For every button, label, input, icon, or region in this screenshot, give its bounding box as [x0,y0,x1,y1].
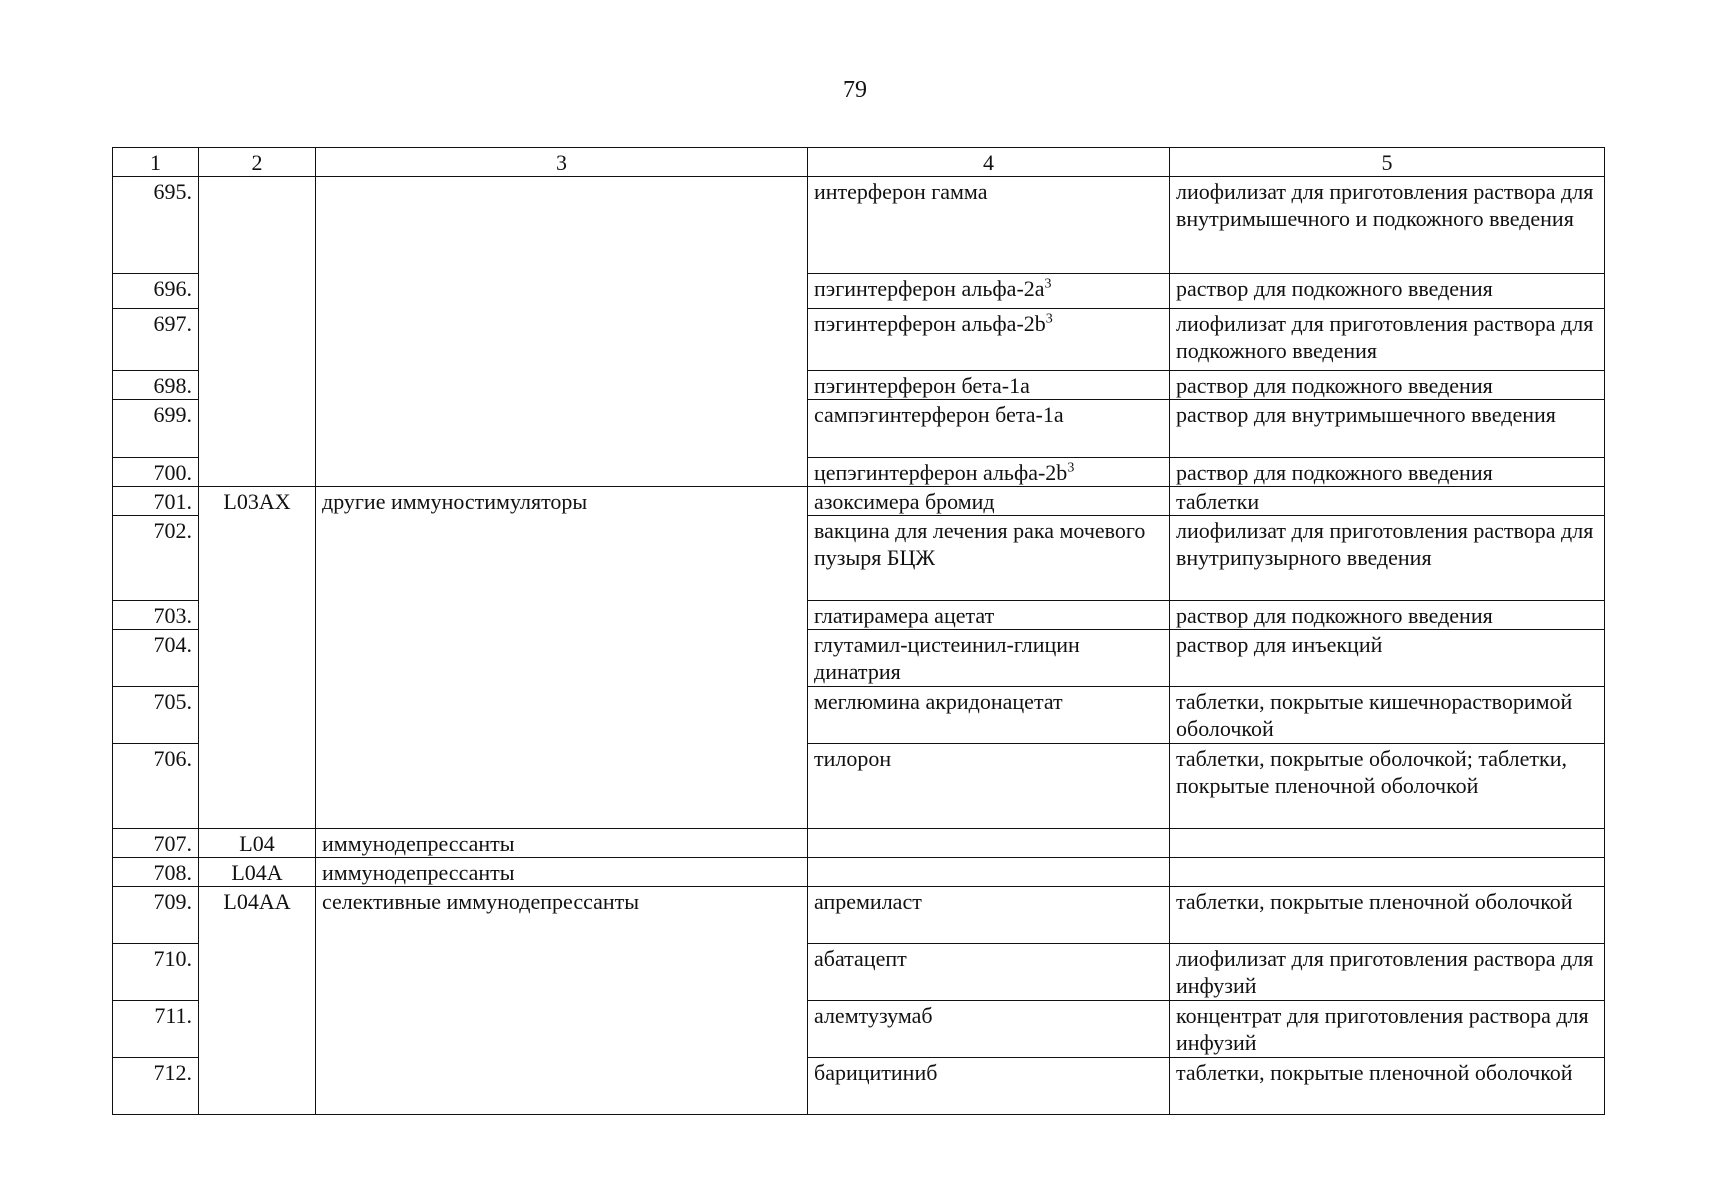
substance-name: меглюмина акридонацетат [808,687,1170,744]
substance-name: интерферон гамма [808,177,1170,274]
row-number: 704. [113,630,199,687]
row-number: 699. [113,400,199,458]
row-number: 706. [113,744,199,829]
footnote-mark: 3 [1067,460,1075,476]
substance-name: барицитиниб [808,1058,1170,1115]
dosage-form: раствор для инъекций [1170,630,1605,687]
row-number: 709. [113,887,199,944]
substance-name [808,858,1170,887]
substance-name [808,309,1170,371]
column-header: 2 [199,148,316,177]
substance-name: пэгинтерферон бета-1a [808,371,1170,400]
substance-name: азоксимера бромид [808,487,1170,516]
dosage-form: лиофилизат для приготовления раствора для подкожного введения [1170,309,1605,371]
atc-code-cell [199,177,316,487]
column-header: 3 [316,148,808,177]
substance-name: тилорон [808,744,1170,829]
dosage-form: таблетки, покрытые пленочной оболочкой [1170,1058,1605,1115]
atc-code: L04A [199,858,316,887]
group-name: иммунодепрессанты [316,858,808,887]
dosage-form: таблетки, покрытые оболочкой; таблетки, покрытые пленочной оболочкой [1170,744,1605,829]
table-row [113,829,1605,858]
row-number: 698. [113,371,199,400]
dosage-form: концентрат для приготовления раствора для инфузий [1170,1001,1605,1058]
substance-name [808,274,1170,309]
row-number: 710. [113,944,199,1001]
row-number: 711. [113,1001,199,1058]
row-number: 703. [113,601,199,630]
dosage-form: раствор для подкожного введения [1170,601,1605,630]
substance-name: вакцина для лечения рака мочевого пузыря БЦЖ [808,516,1170,601]
substance-text: пэгинтерферон альфа-2a [814,276,1045,301]
row-number: 697. [113,309,199,371]
group-name: другие иммуностимуляторы [316,487,808,829]
column-header: 5 [1170,148,1605,177]
row-number: 707. [113,829,199,858]
footnote-mark: 3 [1045,311,1053,327]
dosage-form: лиофилизат для приготовления раствора для инфузий [1170,944,1605,1001]
substance-name [808,829,1170,858]
dosage-form: раствор для внутримышечного введения [1170,400,1605,458]
row-number: 708. [113,858,199,887]
row-number: 700. [113,458,199,487]
row-number: 701. [113,487,199,516]
dosage-form: таблетки, покрытые кишечнорастворимой оболочкой [1170,687,1605,744]
table-row [113,487,1605,516]
dosage-form: таблетки, покрытые пленочной оболочкой [1170,887,1605,944]
group-name: селективные иммунодепрессанты [316,887,808,1115]
table-row [113,858,1605,887]
dosage-form [1170,829,1605,858]
atc-code: L04 [199,829,316,858]
footnote-mark: 3 [1044,276,1052,292]
substance-name: сампэгинтерферон бета-1a [808,400,1170,458]
group-name: иммунодепрессанты [316,829,808,858]
column-header: 4 [808,148,1170,177]
atc-code: L03AX [199,487,316,829]
substance-name: абатацепт [808,944,1170,1001]
column-header: 1 [113,148,199,177]
header-row [113,148,1605,177]
row-number: 705. [113,687,199,744]
row-number: 712. [113,1058,199,1115]
dosage-form: лиофилизат для приготовления раствора для внутрипузырного введения [1170,516,1605,601]
drug-register-table [112,147,1605,1115]
substance-name: глутамил-цистеинил-глицин динатрия [808,630,1170,687]
dosage-form: раствор для подкожного введения [1170,274,1605,309]
substance-name: алемтузумаб [808,1001,1170,1058]
row-number: 695. [113,177,199,274]
substance-name: глатирамера ацетат [808,601,1170,630]
row-number: 696. [113,274,199,309]
page-number: 79 [843,77,867,103]
dosage-form: таблетки [1170,487,1605,516]
dosage-form: раствор для подкожного введения [1170,458,1605,487]
dosage-form: лиофилизат для приготовления раствора для внутримышечного и подкожного введения [1170,177,1605,274]
substance-name [808,458,1170,487]
substance-text: пэгинтерферон альфа-2b [814,311,1046,336]
table-row [113,887,1605,944]
substance-text: цепэгинтерферон альфа-2b [814,460,1068,485]
dosage-form: раствор для подкожного введения [1170,371,1605,400]
row-number: 702. [113,516,199,601]
group-name-cell [316,177,808,487]
substance-name: апремиласт [808,887,1170,944]
atc-code: L04AA [199,887,316,1115]
dosage-form [1170,858,1605,887]
table-row [113,177,1605,274]
